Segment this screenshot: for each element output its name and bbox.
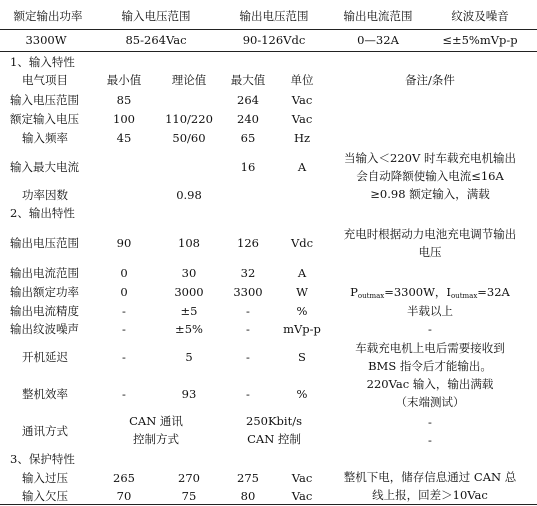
column-typ: 理论值	[171, 73, 207, 87]
row-unit: A	[297, 160, 307, 174]
row-typ: ±5	[180, 304, 198, 318]
row-item: 额定输入电压	[10, 112, 79, 126]
row-typ: 3000	[174, 285, 204, 299]
row-unit: Hz	[293, 131, 311, 145]
summary-value-ripple: ≤±5%mVp-p	[442, 33, 518, 47]
column-min: 最小值	[106, 73, 142, 87]
comm-method-line2: 控制方式	[133, 432, 179, 446]
summary-header-power: 额定输出功率	[13, 9, 83, 23]
row-max: 264	[237, 93, 259, 107]
row-unit: S	[298, 350, 306, 364]
row-item: 输出电压范围	[10, 236, 79, 250]
note-input-current-2: 会自动降额使输入电流≤16A	[356, 169, 504, 183]
note-output-voltage-1: 充电时根据动力电池充电调节输出	[343, 227, 517, 241]
row-item: 功率因数	[22, 188, 68, 202]
column-max: 最大值	[230, 73, 266, 87]
note-protection-1: 整机下电，储存信息通过 CAN 总	[343, 470, 517, 484]
row-min: 70	[116, 489, 132, 503]
row-min: -	[122, 350, 126, 364]
row-unit: Vac	[291, 112, 313, 126]
row-typ: 50/60	[172, 131, 206, 145]
row-item: 输入过压	[22, 471, 68, 485]
row-unit: Vac	[291, 489, 313, 503]
note-power-end: =32A	[477, 285, 510, 299]
row-item: 输入最大电流	[10, 160, 79, 174]
row-typ: 110/220	[165, 112, 213, 126]
row-min: 90	[116, 236, 132, 250]
note-protection-2: 线上报，回差＞10Vac	[372, 488, 488, 502]
row-min: -	[122, 322, 126, 336]
row-item: 输入欠压	[22, 489, 68, 503]
row-item: 输出电流精度	[10, 304, 79, 318]
summary-rule	[0, 51, 537, 52]
note-accuracy: 半载以上	[407, 304, 453, 318]
row-min: 265	[113, 471, 135, 485]
row-min: 0	[120, 285, 128, 299]
header-rule	[0, 29, 537, 30]
note-output-voltage-2: 电压	[418, 245, 442, 259]
comm-rate-line1: 250Kbit/s	[246, 414, 302, 428]
summary-value-power: 3300W	[25, 33, 67, 47]
note-rated-power	[334, 284, 526, 304]
summary-value-output-voltage: 90-126Vdc	[242, 33, 306, 47]
note-efficiency-2: （末端测试）	[395, 395, 465, 409]
note-power-sub1: outmax	[357, 292, 385, 300]
bottom-rule	[0, 504, 537, 505]
row-max: -	[246, 304, 250, 318]
row-min: -	[122, 304, 126, 318]
row-min: 85	[116, 93, 132, 107]
row-max: 16	[240, 160, 256, 174]
row-max: -	[246, 387, 250, 401]
note-power-mid: =3300W，I	[384, 285, 451, 299]
row-item: 通讯方式	[22, 424, 68, 438]
row-unit: Vac	[291, 93, 313, 107]
row-max: 32	[240, 266, 256, 280]
row-item: 输出电流范围	[10, 266, 79, 280]
section-protection-title: 3、保护特性	[10, 452, 75, 466]
row-unit: A	[297, 266, 307, 280]
row-typ: 108	[178, 236, 200, 250]
row-min: 45	[116, 131, 132, 145]
row-unit: %	[296, 304, 308, 318]
note-ripple: -	[428, 322, 432, 336]
note-comm-1: -	[428, 415, 432, 429]
section-output-title: 2、输出特性	[10, 206, 75, 220]
comm-rate-line2: CAN 控制	[247, 432, 301, 446]
row-item: 输出额定功率	[10, 285, 79, 299]
row-typ: 93	[181, 387, 197, 401]
column-item: 电气项目	[22, 73, 68, 87]
comm-method-line1: CAN 通讯	[129, 414, 183, 428]
note-efficiency-1: 220Vac 输入，输出满载	[366, 377, 494, 391]
row-min: 0	[120, 266, 128, 280]
row-max: 240	[237, 112, 259, 126]
row-max: 3300	[233, 285, 263, 299]
row-min: 100	[113, 112, 135, 126]
note-power-factor: ≥0.98 额定输入，满载	[370, 187, 490, 201]
note-comm-2: -	[428, 433, 432, 447]
row-unit: mVp-p	[283, 322, 321, 336]
row-max: 80	[240, 489, 256, 503]
column-unit: 单位	[290, 73, 314, 87]
row-item: 输出纹波噪声	[10, 322, 79, 336]
row-max: -	[246, 350, 250, 364]
section-input-title: 1、输入特性	[10, 55, 75, 69]
row-unit: Vdc	[290, 236, 314, 250]
row-max: 126	[237, 236, 259, 250]
row-item: 输入频率	[22, 131, 68, 145]
row-unit: %	[296, 387, 308, 401]
note-startup-2: BMS 指令后才能输出。	[368, 359, 492, 373]
row-min: -	[122, 387, 126, 401]
summary-header-ripple: 纹波及噪音	[451, 9, 509, 23]
summary-value-input-voltage: 85-264Vac	[125, 33, 187, 47]
note-startup-1: 车载充电机上电后需要接收到	[355, 341, 505, 355]
row-item: 整机效率	[22, 387, 68, 401]
column-note: 备注/条件	[405, 73, 455, 87]
row-typ: ±5%	[175, 322, 203, 336]
row-item: 输入电压范围	[10, 93, 79, 107]
note-power-p: P	[350, 285, 358, 299]
row-max: -	[246, 322, 250, 336]
row-typ: 75	[181, 489, 197, 503]
note-input-current-1: 当输入＜220V 时车载充电机输出	[344, 151, 516, 165]
summary-value-output-current: 0—32A	[357, 33, 399, 47]
row-typ: 5	[185, 350, 193, 364]
row-item: 开机延迟	[22, 350, 68, 364]
row-max: 65	[240, 131, 256, 145]
row-typ: 30	[181, 266, 197, 280]
row-typ: 0.98	[176, 188, 202, 202]
summary-header-input-voltage: 输入电压范围	[121, 9, 191, 23]
summary-header-output-current: 输出电流范围	[343, 9, 413, 23]
row-unit: W	[296, 285, 308, 299]
note-power-sub2: outmax	[450, 292, 478, 300]
row-max: 275	[237, 471, 259, 485]
summary-header-output-voltage: 输出电压范围	[239, 9, 309, 23]
row-unit: Vac	[291, 471, 313, 485]
row-typ: 270	[178, 471, 200, 485]
